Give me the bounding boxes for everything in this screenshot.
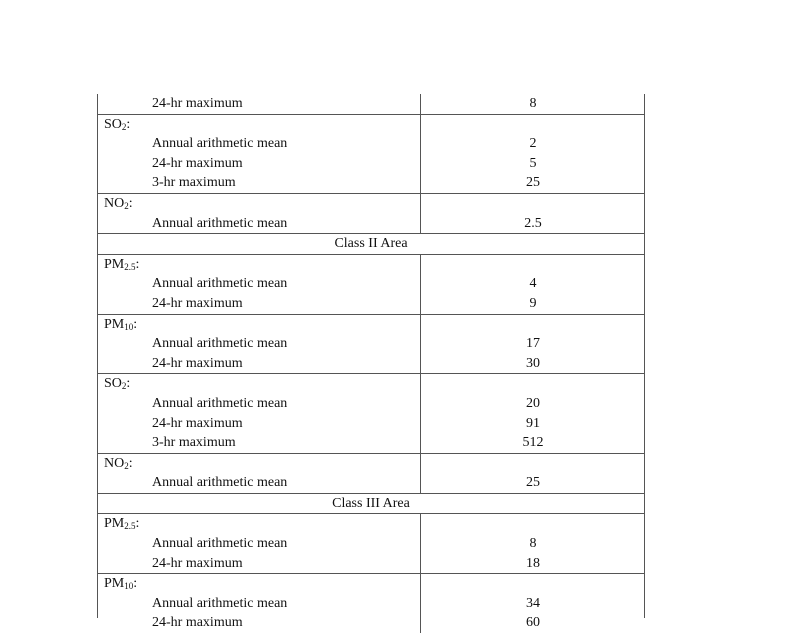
pollutant-symbol: PM xyxy=(104,576,125,592)
averaging-period-label: 24-hr maximum xyxy=(152,415,243,431)
pollutant-colon: : xyxy=(133,576,138,592)
pollutant-colon: : xyxy=(126,376,131,392)
increment-value: 91 xyxy=(526,415,540,431)
table-row xyxy=(97,294,645,314)
table-row xyxy=(97,354,645,374)
averaging-period-label: Annual arithmetic mean xyxy=(152,336,288,352)
table-row xyxy=(97,554,645,574)
pollutant-row xyxy=(97,373,645,394)
column-divider xyxy=(420,315,421,335)
column-divider xyxy=(420,115,421,135)
increment-value: 9 xyxy=(529,295,537,311)
pollutant-subscript: 10 xyxy=(124,321,134,332)
column-divider xyxy=(420,194,421,214)
pollutant-subscript: 2 xyxy=(121,121,127,132)
pollutant-colon: : xyxy=(126,116,131,132)
pollutant-row xyxy=(97,514,645,534)
class-area-heading: Class III Area xyxy=(97,493,645,515)
increment-value: 4 xyxy=(529,276,537,292)
averaging-period-label: 24-hr maximum xyxy=(152,355,243,371)
pollutant-row xyxy=(97,573,645,594)
table-row xyxy=(97,473,645,493)
column-divider xyxy=(420,255,421,275)
pollutant-colon: : xyxy=(133,316,138,332)
averaging-period-label: Annual arithmetic mean xyxy=(152,215,288,231)
table-row xyxy=(97,173,645,193)
increment-value: 25 xyxy=(526,175,540,191)
pollutant-symbol: SO xyxy=(104,376,122,392)
averaging-period-label: Annual arithmetic mean xyxy=(152,536,288,552)
averaging-period-label: 3-hr maximum xyxy=(152,175,236,191)
averaging-period-label: Annual arithmetic mean xyxy=(152,475,288,491)
pollutant-colon: : xyxy=(135,516,140,532)
increment-value: 60 xyxy=(526,615,540,631)
pollutant-row xyxy=(97,453,645,474)
pollutant-colon: : xyxy=(135,256,140,272)
increment-value: 2 xyxy=(529,136,537,152)
table-row xyxy=(97,594,645,614)
table-row xyxy=(97,534,645,554)
pollutant-symbol: PM xyxy=(104,516,125,532)
pollutant-symbol: NO xyxy=(104,455,125,471)
increment-value: 25 xyxy=(526,475,540,491)
pollutant-row xyxy=(97,255,645,275)
column-divider xyxy=(420,374,421,394)
increment-value: 18 xyxy=(526,555,540,571)
table-row xyxy=(97,214,645,234)
averaging-period-label: 24-hr maximum xyxy=(152,295,243,311)
averaging-period-label: 3-hr maximum xyxy=(152,435,236,451)
pollutant-subscript: 2 xyxy=(124,200,129,211)
table-row xyxy=(97,154,645,174)
averaging-period-label: 24-hr maximum xyxy=(152,555,243,571)
class-area-heading: Class II Area xyxy=(97,233,645,255)
increment-value: 512 xyxy=(522,435,544,451)
table-row xyxy=(97,274,645,294)
pollutant-colon: : xyxy=(128,455,133,471)
averaging-period-label: Annual arithmetic mean xyxy=(152,395,288,411)
averaging-period-label: 24-hr maximum xyxy=(152,615,243,631)
pollutant-subscript: 2 xyxy=(124,460,129,471)
increments-table xyxy=(97,94,645,633)
table-row xyxy=(97,613,645,633)
averaging-period-label: Annual arithmetic mean xyxy=(152,595,288,611)
table-row xyxy=(97,334,645,354)
pollutant-colon: : xyxy=(128,195,133,211)
column-divider xyxy=(420,574,421,594)
averaging-period-label: 24-hr maximum xyxy=(152,96,243,111)
pollutant-row xyxy=(97,193,645,214)
increment-value: 34 xyxy=(526,595,540,611)
pollutant-symbol: SO xyxy=(104,116,122,132)
increment-value: 8 xyxy=(529,96,537,111)
table-row xyxy=(97,433,645,453)
pollutant-symbol: PM xyxy=(104,256,125,272)
pollutant-subscript: 2.5 xyxy=(124,261,136,272)
increment-value: 2.5 xyxy=(524,215,542,231)
pollutant-subscript: 10 xyxy=(124,581,134,592)
averaging-period-label: 24-hr maximum xyxy=(152,155,243,171)
pollutant-row xyxy=(97,114,645,135)
table-row xyxy=(97,94,645,114)
pollutant-symbol: NO xyxy=(104,195,125,211)
table-row xyxy=(97,414,645,434)
increment-value: 5 xyxy=(529,155,537,171)
column-divider xyxy=(420,514,421,534)
pollutant-symbol: PM xyxy=(104,316,125,332)
pollutant-subscript: 2 xyxy=(121,381,127,392)
increment-value: 8 xyxy=(529,536,537,552)
table-row xyxy=(97,134,645,154)
pollutant-row xyxy=(97,314,645,335)
averaging-period-label: Annual arithmetic mean xyxy=(152,136,288,152)
increment-value: 30 xyxy=(526,355,540,371)
increment-value: 20 xyxy=(526,395,540,411)
increment-value: 17 xyxy=(526,336,540,352)
column-divider xyxy=(420,454,421,474)
pollutant-subscript: 2.5 xyxy=(124,521,136,532)
averaging-period-label: Annual arithmetic mean xyxy=(152,276,288,292)
table-row xyxy=(97,394,645,414)
